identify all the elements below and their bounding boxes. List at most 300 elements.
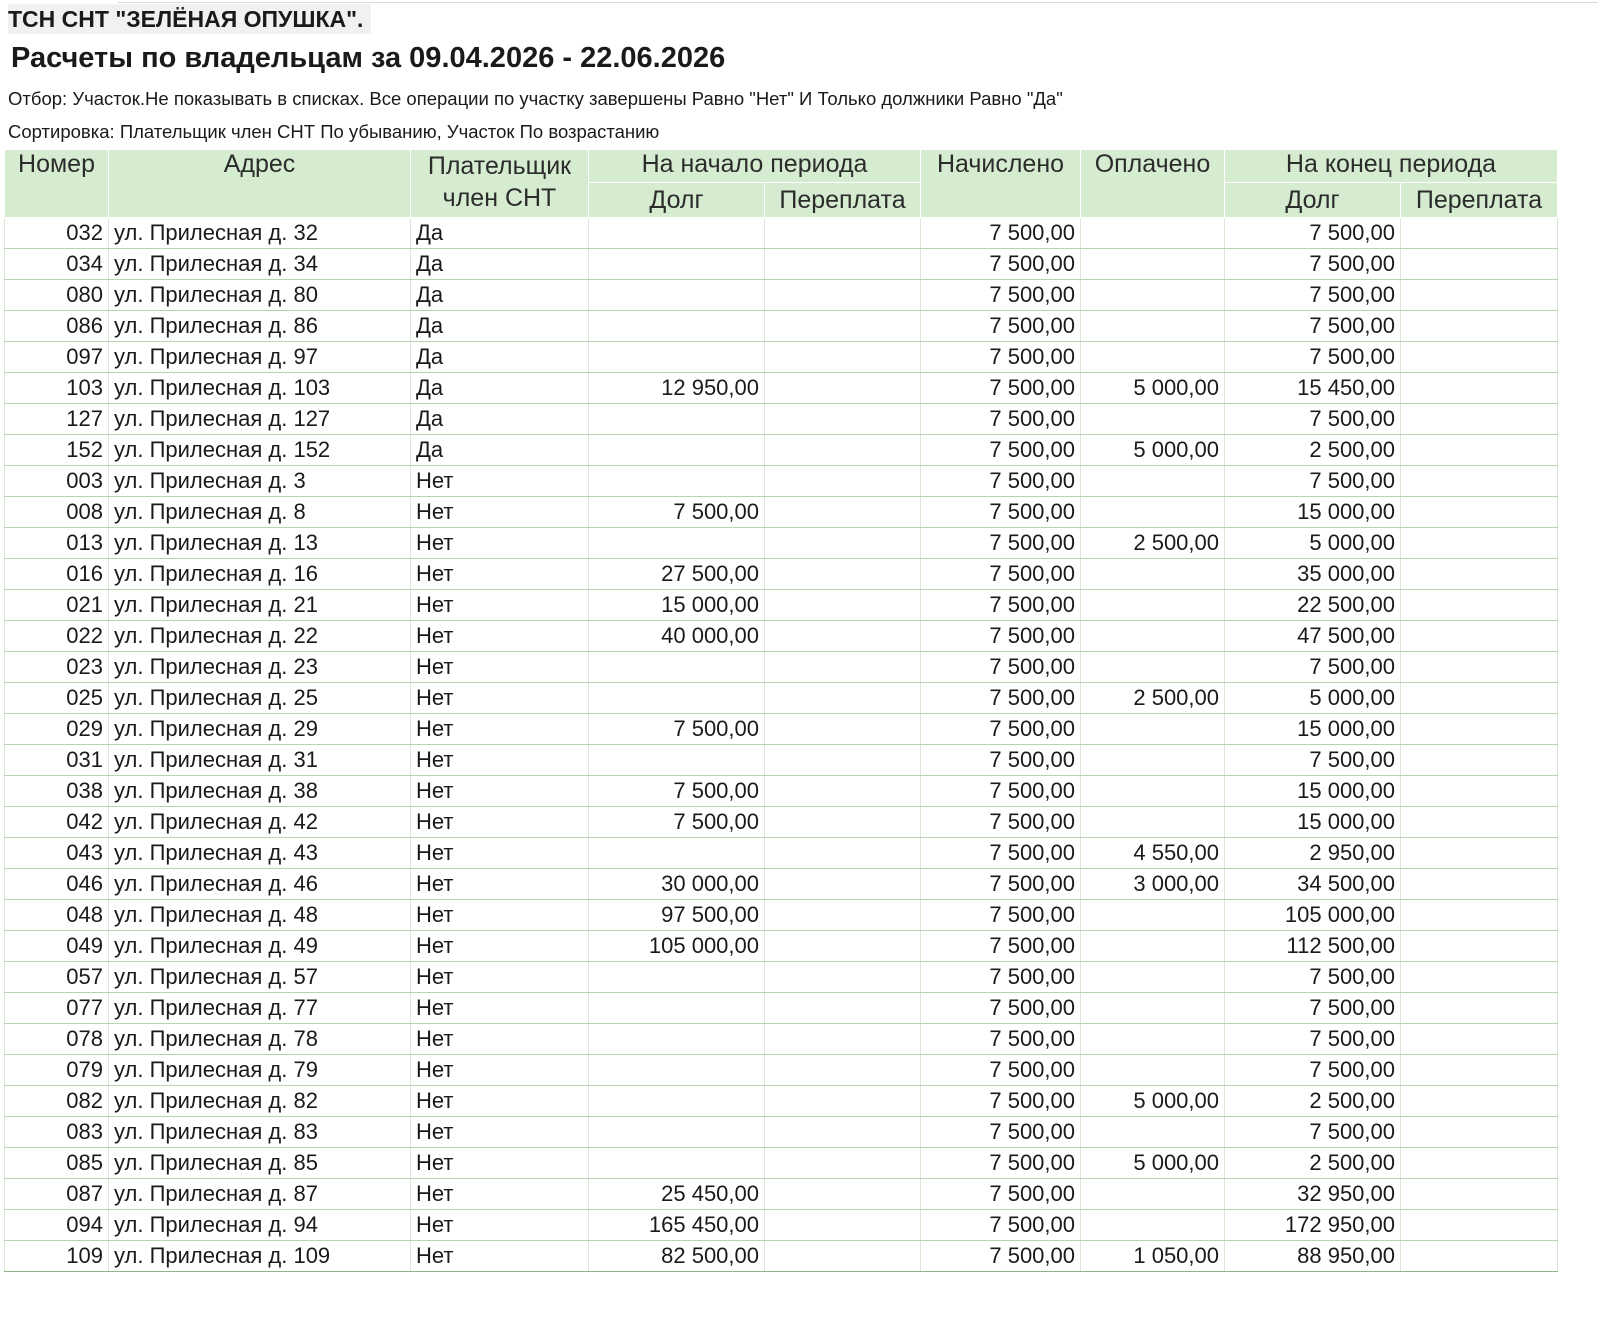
cell-paid (1081, 559, 1225, 590)
cell-accrued: 7 500,00 (921, 807, 1081, 838)
table-row[interactable] (5, 466, 1558, 497)
cell-number: 079 (5, 1055, 109, 1086)
cell-end-overpayment (1401, 497, 1558, 528)
cell-number: 013 (5, 528, 109, 559)
cell-accrued: 7 500,00 (921, 497, 1081, 528)
cell-paid (1081, 931, 1225, 962)
cell-paid (1081, 621, 1225, 652)
table-row[interactable] (5, 1210, 1558, 1241)
cell-accrued: 7 500,00 (921, 1117, 1081, 1148)
cell-accrued: 7 500,00 (921, 1210, 1081, 1241)
cell-number: 016 (5, 559, 109, 590)
cell-end-overpayment (1401, 714, 1558, 745)
table-row[interactable] (5, 218, 1558, 249)
cell-end-debt: 2 500,00 (1225, 1086, 1401, 1117)
cell-paid: 5 000,00 (1081, 435, 1225, 466)
cell-start-debt (589, 435, 765, 466)
cell-address: ул. Прилесная д. 94 (109, 1210, 411, 1241)
cell-payer: Нет (411, 776, 589, 807)
cell-start-overpayment (765, 590, 921, 621)
cell-number: 086 (5, 311, 109, 342)
cell-address: ул. Прилесная д. 3 (109, 466, 411, 497)
cell-paid (1081, 745, 1225, 776)
cell-end-overpayment (1401, 683, 1558, 714)
cell-address: ул. Прилесная д. 77 (109, 993, 411, 1024)
cell-start-overpayment (765, 1241, 921, 1272)
cell-start-debt (589, 528, 765, 559)
cell-paid (1081, 311, 1225, 342)
cell-address: ул. Прилесная д. 57 (109, 962, 411, 993)
cell-end-overpayment (1401, 745, 1558, 776)
cell-payer: Да (411, 249, 589, 280)
table-row[interactable] (5, 497, 1558, 528)
cell-start-debt (589, 342, 765, 373)
cell-paid: 5 000,00 (1081, 373, 1225, 404)
cell-number: 042 (5, 807, 109, 838)
column-header-start-debt[interactable]: Долг (589, 183, 765, 218)
cell-end-debt: 112 500,00 (1225, 931, 1401, 962)
cell-start-debt: 12 950,00 (589, 373, 765, 404)
cell-end-debt: 7 500,00 (1225, 745, 1401, 776)
cell-address: ул. Прилесная д. 48 (109, 900, 411, 931)
cell-address: ул. Прилесная д. 31 (109, 745, 411, 776)
cell-start-overpayment (765, 838, 921, 869)
cell-start-overpayment (765, 218, 921, 249)
cell-accrued: 7 500,00 (921, 342, 1081, 373)
cell-number: 087 (5, 1179, 109, 1210)
cell-number: 043 (5, 838, 109, 869)
cell-end-overpayment (1401, 249, 1558, 280)
cell-address: ул. Прилесная д. 85 (109, 1148, 411, 1179)
table-row[interactable] (5, 342, 1558, 373)
cell-accrued: 7 500,00 (921, 745, 1081, 776)
cell-paid (1081, 900, 1225, 931)
cell-end-overpayment (1401, 466, 1558, 497)
table-row[interactable] (5, 1086, 1558, 1117)
sort-description: Сортировка: Плательщик член СНТ По убыванию, Участок По возрастанию (8, 121, 660, 142)
column-header-number[interactable]: Номер (5, 150, 109, 218)
cell-address: ул. Прилесная д. 97 (109, 342, 411, 373)
cell-accrued: 7 500,00 (921, 404, 1081, 435)
cell-end-overpayment (1401, 807, 1558, 838)
cell-start-overpayment (765, 745, 921, 776)
cell-start-debt (589, 683, 765, 714)
cell-end-debt: 34 500,00 (1225, 869, 1401, 900)
cell-end-overpayment (1401, 776, 1558, 807)
cell-start-overpayment (765, 559, 921, 590)
cell-start-debt (589, 745, 765, 776)
cell-payer: Да (411, 435, 589, 466)
table-row[interactable] (5, 311, 1558, 342)
table-row[interactable] (5, 249, 1558, 280)
cell-accrued: 7 500,00 (921, 249, 1081, 280)
cell-start-debt (589, 218, 765, 249)
cell-number: 078 (5, 1024, 109, 1055)
cell-number: 127 (5, 404, 109, 435)
cell-end-debt: 7 500,00 (1225, 280, 1401, 311)
cell-start-overpayment (765, 652, 921, 683)
table-row[interactable] (5, 621, 1558, 652)
table-row[interactable] (5, 931, 1558, 962)
cell-payer: Да (411, 373, 589, 404)
cell-payer: Нет (411, 1055, 589, 1086)
cell-number: 025 (5, 683, 109, 714)
table-row[interactable] (5, 435, 1558, 466)
cell-accrued: 7 500,00 (921, 931, 1081, 962)
cell-end-debt: 7 500,00 (1225, 311, 1401, 342)
cell-start-overpayment (765, 683, 921, 714)
cell-accrued: 7 500,00 (921, 776, 1081, 807)
table-row[interactable] (5, 838, 1558, 869)
cell-paid (1081, 218, 1225, 249)
cell-address: ул. Прилесная д. 49 (109, 931, 411, 962)
cell-payer: Нет (411, 900, 589, 931)
cell-number: 082 (5, 1086, 109, 1117)
cell-address: ул. Прилесная д. 13 (109, 528, 411, 559)
cell-payer: Нет (411, 962, 589, 993)
cell-address: ул. Прилесная д. 34 (109, 249, 411, 280)
column-header-end-debt[interactable]: Долг (1225, 183, 1401, 218)
cell-start-overpayment (765, 528, 921, 559)
column-header-address[interactable]: Адрес (109, 150, 411, 218)
table-row[interactable] (5, 652, 1558, 683)
cell-payer: Нет (411, 869, 589, 900)
cell-end-debt: 7 500,00 (1225, 404, 1401, 435)
cell-payer: Нет (411, 993, 589, 1024)
cell-accrued: 7 500,00 (921, 559, 1081, 590)
cell-address: ул. Прилесная д. 25 (109, 683, 411, 714)
table-row[interactable] (5, 1241, 1558, 1272)
cell-payer: Нет (411, 838, 589, 869)
cell-end-debt: 15 000,00 (1225, 497, 1401, 528)
cell-start-overpayment (765, 714, 921, 745)
cell-payer: Нет (411, 497, 589, 528)
cell-end-overpayment (1401, 218, 1558, 249)
cell-paid (1081, 404, 1225, 435)
cell-paid: 3 000,00 (1081, 869, 1225, 900)
cell-end-debt: 7 500,00 (1225, 652, 1401, 683)
cell-paid (1081, 1117, 1225, 1148)
cell-end-debt: 22 500,00 (1225, 590, 1401, 621)
cell-address: ул. Прилесная д. 83 (109, 1117, 411, 1148)
table-row[interactable] (5, 280, 1558, 311)
cell-number: 080 (5, 280, 109, 311)
cell-start-overpayment (765, 931, 921, 962)
cell-end-debt: 7 500,00 (1225, 962, 1401, 993)
cell-paid (1081, 342, 1225, 373)
cell-start-debt (589, 1086, 765, 1117)
table-row[interactable] (5, 993, 1558, 1024)
cell-payer: Да (411, 218, 589, 249)
cell-number: 077 (5, 993, 109, 1024)
filter-description: Отбор: Участок.Не показывать в списках. Все операции по участку завершены Равно "Нет" И Только должники Равно "Да" (8, 88, 1063, 109)
cell-start-debt (589, 249, 765, 280)
cell-start-overpayment (765, 311, 921, 342)
cell-end-debt: 7 500,00 (1225, 218, 1401, 249)
cell-accrued: 7 500,00 (921, 621, 1081, 652)
cell-paid (1081, 807, 1225, 838)
table-row[interactable] (5, 807, 1558, 838)
cell-number: 152 (5, 435, 109, 466)
cell-start-overpayment (765, 280, 921, 311)
cell-end-debt: 5 000,00 (1225, 683, 1401, 714)
organization-title: ТСН СНТ "ЗЕЛЁНАЯ ОПУШКА". (8, 4, 371, 34)
cell-paid: 2 500,00 (1081, 683, 1225, 714)
cell-address: ул. Прилесная д. 127 (109, 404, 411, 435)
table-row[interactable] (5, 1024, 1558, 1055)
column-header-start-overpayment[interactable]: Переплата (765, 183, 921, 218)
cell-address: ул. Прилесная д. 152 (109, 435, 411, 466)
cell-end-debt: 7 500,00 (1225, 1117, 1401, 1148)
cell-address: ул. Прилесная д. 80 (109, 280, 411, 311)
table-row[interactable] (5, 373, 1558, 404)
cell-start-debt: 7 500,00 (589, 807, 765, 838)
table-row[interactable] (5, 714, 1558, 745)
cell-end-overpayment (1401, 435, 1558, 466)
cell-accrued: 7 500,00 (921, 590, 1081, 621)
cell-address: ул. Прилесная д. 23 (109, 652, 411, 683)
cell-address: ул. Прилесная д. 87 (109, 1179, 411, 1210)
cell-start-overpayment (765, 807, 921, 838)
table-row[interactable] (5, 900, 1558, 931)
cell-end-overpayment (1401, 900, 1558, 931)
column-header-payer[interactable] (411, 150, 589, 218)
table-row[interactable] (5, 1148, 1558, 1179)
cell-end-overpayment (1401, 1117, 1558, 1148)
top-divider (118, 2, 1598, 3)
cell-paid: 5 000,00 (1081, 1148, 1225, 1179)
cell-start-overpayment (765, 1179, 921, 1210)
cell-number: 103 (5, 373, 109, 404)
cell-payer: Нет (411, 1210, 589, 1241)
cell-paid (1081, 1024, 1225, 1055)
cell-start-debt (589, 962, 765, 993)
cell-paid (1081, 497, 1225, 528)
cell-start-debt (589, 1024, 765, 1055)
cell-accrued: 7 500,00 (921, 1241, 1081, 1272)
cell-payer: Нет (411, 807, 589, 838)
table-row[interactable] (5, 1179, 1558, 1210)
cell-paid (1081, 714, 1225, 745)
cell-number: 008 (5, 497, 109, 528)
cell-end-debt: 7 500,00 (1225, 466, 1401, 497)
column-header-accrued[interactable]: Начислено (921, 150, 1081, 218)
cell-start-overpayment (765, 249, 921, 280)
cell-number: 094 (5, 1210, 109, 1241)
cell-address: ул. Прилесная д. 78 (109, 1024, 411, 1055)
cell-start-overpayment (765, 869, 921, 900)
cell-end-overpayment (1401, 404, 1558, 435)
cell-start-debt: 97 500,00 (589, 900, 765, 931)
cell-accrued: 7 500,00 (921, 466, 1081, 497)
cell-start-debt: 40 000,00 (589, 621, 765, 652)
cell-end-debt: 2 950,00 (1225, 838, 1401, 869)
table-row[interactable] (5, 1055, 1558, 1086)
cell-end-debt: 15 000,00 (1225, 807, 1401, 838)
cell-end-debt: 7 500,00 (1225, 1055, 1401, 1086)
table-body (5, 218, 1558, 1272)
cell-number: 003 (5, 466, 109, 497)
cell-end-overpayment (1401, 1210, 1558, 1241)
cell-number: 034 (5, 249, 109, 280)
cell-accrued: 7 500,00 (921, 714, 1081, 745)
cell-accrued: 7 500,00 (921, 838, 1081, 869)
cell-start-overpayment (765, 621, 921, 652)
cell-end-overpayment (1401, 931, 1558, 962)
cell-start-overpayment (765, 962, 921, 993)
cell-accrued: 7 500,00 (921, 435, 1081, 466)
cell-paid (1081, 776, 1225, 807)
cell-accrued: 7 500,00 (921, 311, 1081, 342)
cell-address: ул. Прилесная д. 46 (109, 869, 411, 900)
cell-end-overpayment (1401, 621, 1558, 652)
cell-number: 048 (5, 900, 109, 931)
cell-paid (1081, 590, 1225, 621)
cell-start-debt: 165 450,00 (589, 1210, 765, 1241)
column-header-payer-line1: Плательщик (427, 152, 572, 180)
cell-address: ул. Прилесная д. 103 (109, 373, 411, 404)
cell-paid: 2 500,00 (1081, 528, 1225, 559)
cell-start-overpayment (765, 1210, 921, 1241)
cell-payer: Нет (411, 1024, 589, 1055)
cell-end-debt: 5 000,00 (1225, 528, 1401, 559)
cell-end-overpayment (1401, 993, 1558, 1024)
cell-accrued: 7 500,00 (921, 1055, 1081, 1086)
cell-end-debt: 105 000,00 (1225, 900, 1401, 931)
cell-start-overpayment (765, 497, 921, 528)
cell-start-overpayment (765, 1024, 921, 1055)
cell-number: 032 (5, 218, 109, 249)
cell-start-debt (589, 1055, 765, 1086)
cell-start-debt: 105 000,00 (589, 931, 765, 962)
cell-accrued: 7 500,00 (921, 869, 1081, 900)
cell-end-debt: 172 950,00 (1225, 1210, 1401, 1241)
cell-payer: Нет (411, 559, 589, 590)
cell-start-overpayment (765, 1086, 921, 1117)
table-row[interactable] (5, 745, 1558, 776)
cell-end-overpayment (1401, 528, 1558, 559)
table-row[interactable] (5, 683, 1558, 714)
cell-accrued: 7 500,00 (921, 900, 1081, 931)
cell-payer: Нет (411, 714, 589, 745)
column-group-period-end: На конец периода (1225, 150, 1558, 183)
cell-address: ул. Прилесная д. 22 (109, 621, 411, 652)
cell-accrued: 7 500,00 (921, 1179, 1081, 1210)
column-header-end-overpayment[interactable]: Переплата (1401, 183, 1558, 218)
cell-end-debt: 2 500,00 (1225, 435, 1401, 466)
column-header-paid[interactable]: Оплачено (1081, 150, 1225, 218)
cell-start-overpayment (765, 342, 921, 373)
table-row[interactable] (5, 404, 1558, 435)
cell-number: 021 (5, 590, 109, 621)
cell-start-debt: 7 500,00 (589, 497, 765, 528)
cell-accrued: 7 500,00 (921, 683, 1081, 714)
cell-number: 049 (5, 931, 109, 962)
cell-number: 083 (5, 1117, 109, 1148)
table-row[interactable] (5, 590, 1558, 621)
cell-end-debt: 88 950,00 (1225, 1241, 1401, 1272)
cell-paid (1081, 249, 1225, 280)
cell-address: ул. Прилесная д. 38 (109, 776, 411, 807)
cell-accrued: 7 500,00 (921, 1024, 1081, 1055)
cell-start-overpayment (765, 404, 921, 435)
table-row[interactable] (5, 776, 1558, 807)
cell-end-debt: 7 500,00 (1225, 993, 1401, 1024)
cell-payer: Нет (411, 1241, 589, 1272)
cell-payer: Нет (411, 1117, 589, 1148)
cell-end-debt: 32 950,00 (1225, 1179, 1401, 1210)
cell-payer: Нет (411, 652, 589, 683)
cell-address: ул. Прилесная д. 42 (109, 807, 411, 838)
cell-number: 029 (5, 714, 109, 745)
cell-end-debt: 47 500,00 (1225, 621, 1401, 652)
cell-start-overpayment (765, 1117, 921, 1148)
cell-accrued: 7 500,00 (921, 962, 1081, 993)
cell-start-debt (589, 993, 765, 1024)
cell-end-debt: 15 000,00 (1225, 776, 1401, 807)
cell-number: 057 (5, 962, 109, 993)
cell-paid (1081, 1179, 1225, 1210)
cell-accrued: 7 500,00 (921, 528, 1081, 559)
cell-number: 097 (5, 342, 109, 373)
cell-end-overpayment (1401, 838, 1558, 869)
cell-accrued: 7 500,00 (921, 373, 1081, 404)
cell-start-overpayment (765, 900, 921, 931)
cell-end-overpayment (1401, 1148, 1558, 1179)
cell-start-debt (589, 838, 765, 869)
cell-end-overpayment (1401, 590, 1558, 621)
cell-start-debt: 27 500,00 (589, 559, 765, 590)
cell-end-debt: 2 500,00 (1225, 1148, 1401, 1179)
table-row[interactable] (5, 559, 1558, 590)
cell-payer: Нет (411, 466, 589, 497)
cell-payer: Нет (411, 1148, 589, 1179)
table-row[interactable] (5, 962, 1558, 993)
cell-address: ул. Прилесная д. 43 (109, 838, 411, 869)
cell-start-overpayment (765, 1055, 921, 1086)
cell-paid (1081, 466, 1225, 497)
cell-end-overpayment (1401, 652, 1558, 683)
table-row[interactable] (5, 1117, 1558, 1148)
cell-start-overpayment (765, 373, 921, 404)
cell-paid (1081, 962, 1225, 993)
cell-start-overpayment (765, 993, 921, 1024)
table-row[interactable] (5, 528, 1558, 559)
cell-address: ул. Прилесная д. 109 (109, 1241, 411, 1272)
cell-start-debt (589, 1117, 765, 1148)
cell-address: ул. Прилесная д. 29 (109, 714, 411, 745)
cell-accrued: 7 500,00 (921, 218, 1081, 249)
cell-start-debt: 25 450,00 (589, 1179, 765, 1210)
cell-paid (1081, 280, 1225, 311)
cell-start-debt (589, 404, 765, 435)
cell-address: ул. Прилесная д. 16 (109, 559, 411, 590)
cell-end-debt: 15 000,00 (1225, 714, 1401, 745)
report-title: Расчеты по владельцам за 09.04.2026 - 22.06.2026 (11, 42, 726, 74)
cell-payer: Нет (411, 931, 589, 962)
cell-end-overpayment (1401, 869, 1558, 900)
cell-payer: Да (411, 342, 589, 373)
cell-end-debt: 7 500,00 (1225, 249, 1401, 280)
cell-start-debt (589, 652, 765, 683)
owners-settlement-table (4, 150, 1558, 1272)
cell-end-overpayment (1401, 1086, 1558, 1117)
cell-payer: Да (411, 280, 589, 311)
cell-end-debt: 15 450,00 (1225, 373, 1401, 404)
table-row[interactable] (5, 869, 1558, 900)
cell-end-overpayment (1401, 311, 1558, 342)
cell-end-overpayment (1401, 1241, 1558, 1272)
